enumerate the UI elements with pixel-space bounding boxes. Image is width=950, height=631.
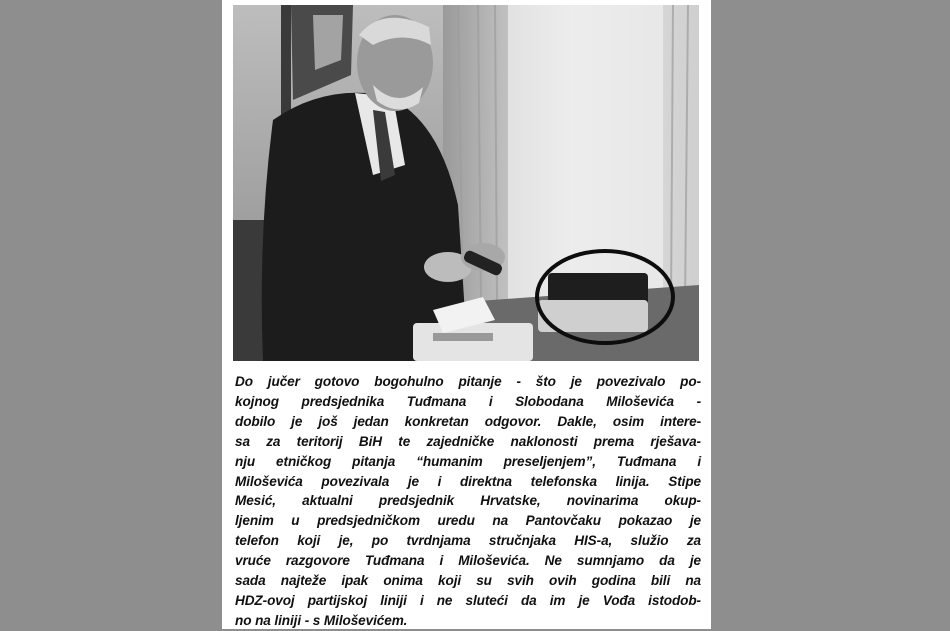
caption-line: dobilo je još jedan konkretan odgovor. Dakle, osim intere- <box>235 413 701 429</box>
photo-caption <box>235 372 701 631</box>
news-photo <box>233 5 699 361</box>
caption-line: ljenim u predsjedničkom uredu na Pantovčaku pokazao je <box>235 513 701 529</box>
caption-line: no na liniji - s Miloševićem. <box>235 612 408 628</box>
caption-line: Mesić, aktualni predsjednik Hrvatske, novinarima okup- <box>235 493 701 509</box>
caption-line: Miloševića povezivala je i direktna telefonska linija. Stipe <box>235 473 701 489</box>
caption-line: HDZ-ovoj partijskoj liniji i ne sluteći da im je Vođa istodob- <box>235 592 701 608</box>
caption-line: sada najteže ipak onima koji su svih ovih godina bili na <box>235 573 701 589</box>
caption-line: telefon koji je, po tvrdnjama stručnjaka HIS-a, služio za <box>235 533 701 549</box>
newspaper-clipping <box>222 0 711 629</box>
caption-line: vruće razgovore Tuđmana i Miloševića. Ne sumnjamo da je <box>235 553 701 569</box>
caption-line: nju etničkog pitanja “humanim preseljenjem”, Tuđmana i <box>235 453 701 469</box>
caption-line: Do jučer gotovo bogohulno pitanje - što je povezivalo po- <box>235 374 701 389</box>
photo-illustration <box>233 5 699 361</box>
caption-line: kojnog predsjednika Tuđmana i Slobodana Miloševića - <box>235 393 701 409</box>
caption-line: sa za teritorij BiH te zajedničke naklonosti prema rješava- <box>235 433 701 449</box>
